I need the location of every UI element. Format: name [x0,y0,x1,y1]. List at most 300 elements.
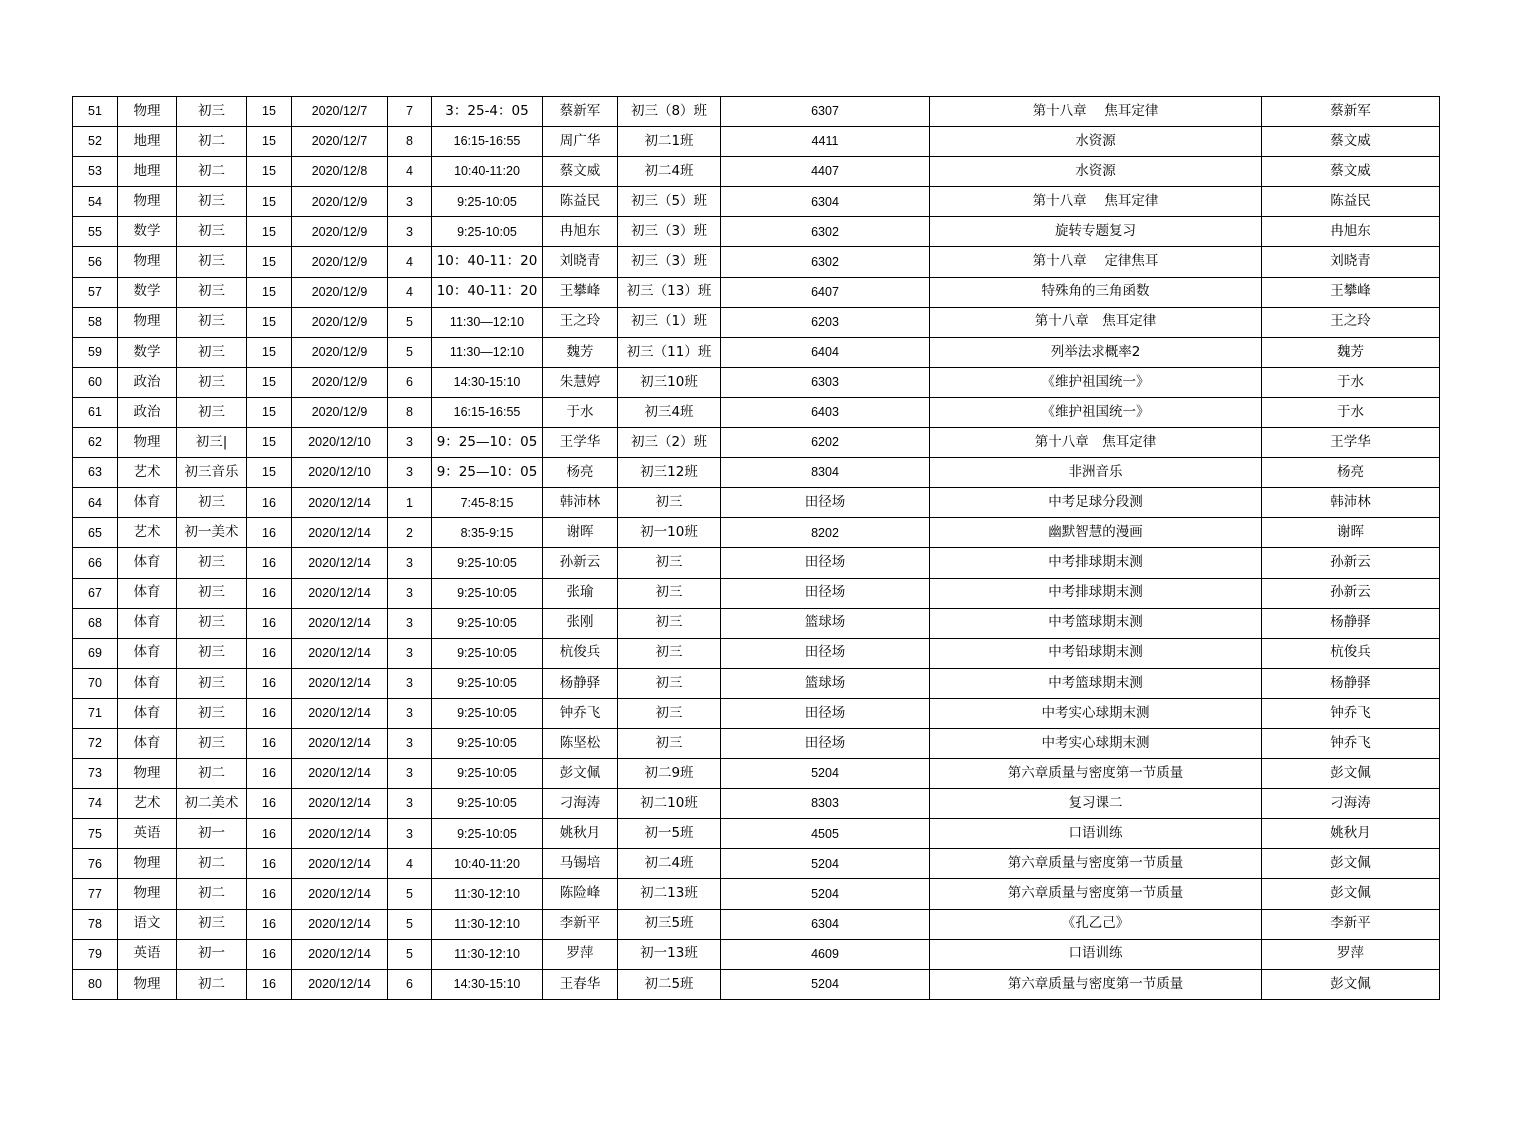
cell-room: 篮球场 [721,668,930,698]
cell-time: 11:30-12:10 [432,939,543,969]
cell-subject: 政治 [118,397,177,427]
cell-index: 51 [73,97,118,127]
cell-grade: 初三 [177,668,247,698]
cell-index: 56 [73,247,118,277]
cell-class: 初三（3）班 [618,247,721,277]
table-row [73,578,1440,608]
cell-topic: 第十八章 焦耳定律 [930,97,1262,127]
cell-room: 5204 [721,879,930,909]
table-row [73,939,1440,969]
cell-time: 10:40-11:20 [432,849,543,879]
cell-topic: 幽默智慧的漫画 [930,518,1262,548]
cell-topic: 《维护祖国统一》 [930,367,1262,397]
cell-date: 2020/12/10 [292,458,388,488]
cell-topic: 第六章质量与密度第一节质量 [930,879,1262,909]
cell-index: 54 [73,187,118,217]
cell-teacher: 张瑜 [543,578,618,608]
cell-evaluator: 蔡文威 [1262,127,1440,157]
cell-grade: 初二 [177,127,247,157]
cell-index: 58 [73,307,118,337]
cell-week: 15 [247,127,292,157]
cell-date: 2020/12/14 [292,638,388,668]
schedule-table-body [73,97,1440,1000]
cell-time: 11:30—12:10 [432,337,543,367]
cell-time: 7:45-8:15 [432,488,543,518]
cell-index: 77 [73,879,118,909]
cell-class: 初三 [618,698,721,728]
cell-date: 2020/12/9 [292,247,388,277]
cell-date: 2020/12/14 [292,578,388,608]
cell-teacher: 陈益民 [543,187,618,217]
cell-room: 4411 [721,127,930,157]
cell-class: 初三（8）班 [618,97,721,127]
table-row [73,969,1440,999]
cell-class: 初三（2）班 [618,428,721,458]
cell-evaluator: 姚秋月 [1262,819,1440,849]
cell-subject: 物理 [118,428,177,458]
cell-date: 2020/12/9 [292,367,388,397]
cell-teacher: 刘晓青 [543,247,618,277]
cell-time: 10:40-11:20 [432,157,543,187]
cell-room: 6302 [721,217,930,247]
cell-time: 9:25-10:05 [432,819,543,849]
table-row [73,518,1440,548]
cell-evaluator: 陈益民 [1262,187,1440,217]
cell-grade: 初三 [177,488,247,518]
cell-class: 初三（5）班 [618,187,721,217]
cell-topic: 第十八章 焦耳定律 [930,187,1262,217]
cell-grade: 初三 [177,578,247,608]
cell-subject: 体育 [118,608,177,638]
cell-time: 8:35-9:15 [432,518,543,548]
cell-evaluator: 杨静驿 [1262,668,1440,698]
cell-teacher: 于水 [543,397,618,427]
cell-class: 初二13班 [618,879,721,909]
table-row [73,698,1440,728]
cell-index: 63 [73,458,118,488]
cell-period: 3 [388,638,432,668]
cell-room: 8303 [721,789,930,819]
cell-class: 初二10班 [618,789,721,819]
cell-period: 3 [388,819,432,849]
cell-period: 3 [388,698,432,728]
cell-subject: 地理 [118,127,177,157]
cell-grade: 初二美术 [177,789,247,819]
cell-teacher: 冉旭东 [543,217,618,247]
cell-topic: 第六章质量与密度第一节质量 [930,849,1262,879]
cell-teacher: 杨亮 [543,458,618,488]
cell-index: 53 [73,157,118,187]
table-row [73,428,1440,458]
cell-week: 16 [247,698,292,728]
table-row [73,247,1440,277]
cell-teacher: 王之玲 [543,307,618,337]
cell-class: 初三10班 [618,367,721,397]
cell-teacher: 钟乔飞 [543,698,618,728]
cell-evaluator: 刁海涛 [1262,789,1440,819]
cell-grade: 初三 [177,638,247,668]
cell-period: 1 [388,488,432,518]
table-row [73,789,1440,819]
cell-period: 3 [388,668,432,698]
cell-class: 初三（3）班 [618,217,721,247]
cell-room: 田径场 [721,548,930,578]
cell-time: 10：40-11：20 [432,247,543,277]
cell-time: 11:30—12:10 [432,307,543,337]
cell-grade: 初三音乐 [177,458,247,488]
cell-topic: 中考实心球期末测 [930,698,1262,728]
table-row [73,307,1440,337]
cell-subject: 物理 [118,879,177,909]
table-row [73,728,1440,758]
cell-index: 52 [73,127,118,157]
cell-index: 80 [73,969,118,999]
cell-topic: 非洲音乐 [930,458,1262,488]
cell-week: 15 [247,428,292,458]
cell-index: 72 [73,728,118,758]
cell-week: 16 [247,578,292,608]
table-row [73,277,1440,307]
cell-time: 9：25—10：05 [432,458,543,488]
cell-room: 8202 [721,518,930,548]
cell-class: 初一13班 [618,939,721,969]
cell-class: 初三 [618,668,721,698]
cell-time: 10：40-11：20 [432,277,543,307]
cell-week: 15 [247,397,292,427]
cell-room: 6302 [721,247,930,277]
cell-evaluator: 罗萍 [1262,939,1440,969]
cell-week: 16 [247,488,292,518]
cell-grade: 初一 [177,939,247,969]
cell-index: 75 [73,819,118,849]
cell-room: 6403 [721,397,930,427]
cell-grade: 初三 [177,187,247,217]
cell-week: 16 [247,819,292,849]
cell-evaluator: 杨亮 [1262,458,1440,488]
cell-week: 16 [247,668,292,698]
cell-teacher: 罗萍 [543,939,618,969]
table-row [73,608,1440,638]
cell-room: 4505 [721,819,930,849]
cell-class: 初三5班 [618,909,721,939]
cell-evaluator: 杨静驿 [1262,608,1440,638]
cell-period: 5 [388,307,432,337]
cell-date: 2020/12/14 [292,698,388,728]
cell-room: 田径场 [721,728,930,758]
cell-week: 16 [247,608,292,638]
cell-class: 初三12班 [618,458,721,488]
cell-room: 6404 [721,337,930,367]
cell-class: 初二1班 [618,127,721,157]
cell-grade: 初二 [177,849,247,879]
cell-time: 16:15-16:55 [432,397,543,427]
cell-grade: 初一 [177,819,247,849]
cell-class: 初三 [618,488,721,518]
cell-evaluator: 韩沛林 [1262,488,1440,518]
cell-teacher: 王学华 [543,428,618,458]
cell-period: 4 [388,277,432,307]
cell-date: 2020/12/14 [292,668,388,698]
cell-evaluator: 于水 [1262,367,1440,397]
cell-teacher: 蔡文威 [543,157,618,187]
cell-subject: 物理 [118,759,177,789]
cell-date: 2020/12/8 [292,157,388,187]
cell-room: 6303 [721,367,930,397]
cell-room: 6307 [721,97,930,127]
table-row [73,638,1440,668]
cell-date: 2020/12/9 [292,337,388,367]
table-row [73,397,1440,427]
cell-week: 15 [247,277,292,307]
cell-evaluator: 彭文佩 [1262,759,1440,789]
cell-date: 2020/12/14 [292,789,388,819]
cell-period: 8 [388,127,432,157]
cell-subject: 数学 [118,217,177,247]
cell-week: 16 [247,518,292,548]
cell-index: 69 [73,638,118,668]
cell-index: 66 [73,548,118,578]
cell-index: 76 [73,849,118,879]
cell-grade: 初一美术 [177,518,247,548]
cell-time: 9：25—10：05 [432,428,543,458]
cell-subject: 英语 [118,819,177,849]
cell-subject: 地理 [118,157,177,187]
cell-subject: 体育 [118,548,177,578]
cell-topic: 特殊角的三角函数 [930,277,1262,307]
cell-teacher: 王春华 [543,969,618,999]
cell-subject: 体育 [118,728,177,758]
cell-topic: 口语训练 [930,939,1262,969]
cell-topic: 第六章质量与密度第一节质量 [930,759,1262,789]
cell-period: 6 [388,367,432,397]
cell-teacher: 刁海涛 [543,789,618,819]
cell-teacher: 陈险峰 [543,879,618,909]
cell-grade: 初二 [177,969,247,999]
cell-room: 田径场 [721,488,930,518]
cell-room: 6304 [721,187,930,217]
cell-time: 9:25-10:05 [432,789,543,819]
cell-period: 6 [388,969,432,999]
cell-evaluator: 彭文佩 [1262,849,1440,879]
cell-class: 初三（11）班 [618,337,721,367]
table-row [73,187,1440,217]
cell-date: 2020/12/14 [292,518,388,548]
cell-week: 15 [247,217,292,247]
cell-evaluator: 钟乔飞 [1262,698,1440,728]
cell-grade: 初三 [177,698,247,728]
cell-room: 6203 [721,307,930,337]
cell-topic: 列举法求概率2 [930,337,1262,367]
cell-subject: 物理 [118,247,177,277]
cell-index: 59 [73,337,118,367]
cell-period: 3 [388,789,432,819]
cell-evaluator: 孙新云 [1262,578,1440,608]
cell-evaluator: 彭文佩 [1262,969,1440,999]
cell-index: 65 [73,518,118,548]
schedule-table [72,96,1440,1000]
cell-topic: 中考篮球期末测 [930,608,1262,638]
cell-evaluator: 王学华 [1262,428,1440,458]
table-row [73,458,1440,488]
cell-time: 9:25-10:05 [432,638,543,668]
cell-teacher: 李新平 [543,909,618,939]
cell-room: 6304 [721,909,930,939]
table-row [73,217,1440,247]
table-row [73,819,1440,849]
cell-class: 初三 [618,548,721,578]
cell-class: 初三 [618,608,721,638]
cell-date: 2020/12/14 [292,879,388,909]
cell-topic: 《维护祖国统一》 [930,397,1262,427]
cell-teacher: 马锡培 [543,849,618,879]
table-row [73,759,1440,789]
cell-period: 7 [388,97,432,127]
cell-index: 67 [73,578,118,608]
cell-class: 初三4班 [618,397,721,427]
cell-time: 11:30-12:10 [432,879,543,909]
cell-time: 9:25-10:05 [432,187,543,217]
cell-date: 2020/12/7 [292,127,388,157]
cell-date: 2020/12/14 [292,909,388,939]
cell-week: 16 [247,759,292,789]
cell-period: 3 [388,187,432,217]
cell-period: 3 [388,428,432,458]
cell-grade: 初三 [177,548,247,578]
cell-week: 16 [247,789,292,819]
cell-week: 15 [247,337,292,367]
cell-evaluator: 李新平 [1262,909,1440,939]
cell-date: 2020/12/14 [292,969,388,999]
cell-subject: 物理 [118,97,177,127]
cell-week: 15 [247,157,292,187]
cell-topic: 中考篮球期末测 [930,668,1262,698]
cell-teacher: 韩沛林 [543,488,618,518]
cell-grade: 初三 [177,367,247,397]
cell-period: 3 [388,608,432,638]
cell-evaluator: 于水 [1262,397,1440,427]
cell-week: 15 [247,458,292,488]
cell-topic: 中考排球期末测 [930,578,1262,608]
cell-evaluator: 孙新云 [1262,548,1440,578]
cell-index: 73 [73,759,118,789]
table-row [73,157,1440,187]
cell-class: 初三 [618,728,721,758]
cell-teacher: 周广华 [543,127,618,157]
cell-period: 3 [388,458,432,488]
cell-room: 4407 [721,157,930,187]
cell-teacher: 陈坚松 [543,728,618,758]
table-row [73,337,1440,367]
cell-time: 9:25-10:05 [432,698,543,728]
cell-period: 4 [388,849,432,879]
cell-topic: 第六章质量与密度第一节质量 [930,969,1262,999]
cell-topic: 第十八章 定律焦耳 [930,247,1262,277]
cell-class: 初三 [618,578,721,608]
cell-period: 4 [388,247,432,277]
cell-room: 田径场 [721,638,930,668]
cell-room: 5204 [721,759,930,789]
table-row [73,909,1440,939]
cell-class: 初一5班 [618,819,721,849]
cell-date: 2020/12/9 [292,187,388,217]
cell-evaluator: 谢晖 [1262,518,1440,548]
cell-evaluator: 王之玲 [1262,307,1440,337]
cell-class: 初一10班 [618,518,721,548]
cell-week: 16 [247,909,292,939]
cell-subject: 体育 [118,488,177,518]
cell-week: 15 [247,367,292,397]
cell-subject: 物理 [118,187,177,217]
cell-time: 14:30-15:10 [432,969,543,999]
cell-date: 2020/12/9 [292,217,388,247]
cell-index: 61 [73,397,118,427]
cell-time: 16:15-16:55 [432,127,543,157]
cell-grade: 初二 [177,879,247,909]
cell-date: 2020/12/9 [292,397,388,427]
cell-period: 3 [388,728,432,758]
cell-date: 2020/12/7 [292,97,388,127]
cell-room: 8304 [721,458,930,488]
cell-teacher: 朱慧婷 [543,367,618,397]
cell-room: 篮球场 [721,608,930,638]
cell-teacher: 杨静驿 [543,668,618,698]
cell-time: 9:25-10:05 [432,668,543,698]
cell-teacher: 彭文佩 [543,759,618,789]
cell-index: 79 [73,939,118,969]
table-row [73,668,1440,698]
cell-date: 2020/12/9 [292,307,388,337]
cell-subject: 艺术 [118,458,177,488]
cell-subject: 物理 [118,969,177,999]
cell-topic: 中考排球期末测 [930,548,1262,578]
cell-time: 9:25-10:05 [432,217,543,247]
table-row [73,879,1440,909]
cell-subject: 艺术 [118,789,177,819]
cell-topic: 复习课二 [930,789,1262,819]
cell-grade: 初三 [177,97,247,127]
cell-date: 2020/12/14 [292,548,388,578]
cell-index: 78 [73,909,118,939]
table-row [73,127,1440,157]
cell-subject: 物理 [118,307,177,337]
cell-evaluator: 蔡文威 [1262,157,1440,187]
cell-evaluator: 王攀峰 [1262,277,1440,307]
cell-room: 4609 [721,939,930,969]
cell-index: 60 [73,367,118,397]
cell-grade: 初三 [177,247,247,277]
cell-date: 2020/12/14 [292,488,388,518]
cell-time: 3：25-4：05 [432,97,543,127]
cell-week: 15 [247,97,292,127]
cell-period: 5 [388,337,432,367]
cell-grade: 初三 [177,217,247,247]
cell-week: 15 [247,187,292,217]
cell-topic: 《孔乙己》 [930,909,1262,939]
cell-grade: 初三 [177,728,247,758]
cell-evaluator: 彭文佩 [1262,879,1440,909]
cell-topic: 中考足球分段测 [930,488,1262,518]
cell-week: 16 [247,728,292,758]
cell-index: 55 [73,217,118,247]
cell-subject: 语文 [118,909,177,939]
table-row [73,488,1440,518]
cell-teacher: 姚秋月 [543,819,618,849]
cell-time: 9:25-10:05 [432,608,543,638]
cell-index: 62 [73,428,118,458]
cell-time: 9:25-10:05 [432,759,543,789]
cell-teacher: 谢晖 [543,518,618,548]
cell-topic: 水资源 [930,127,1262,157]
